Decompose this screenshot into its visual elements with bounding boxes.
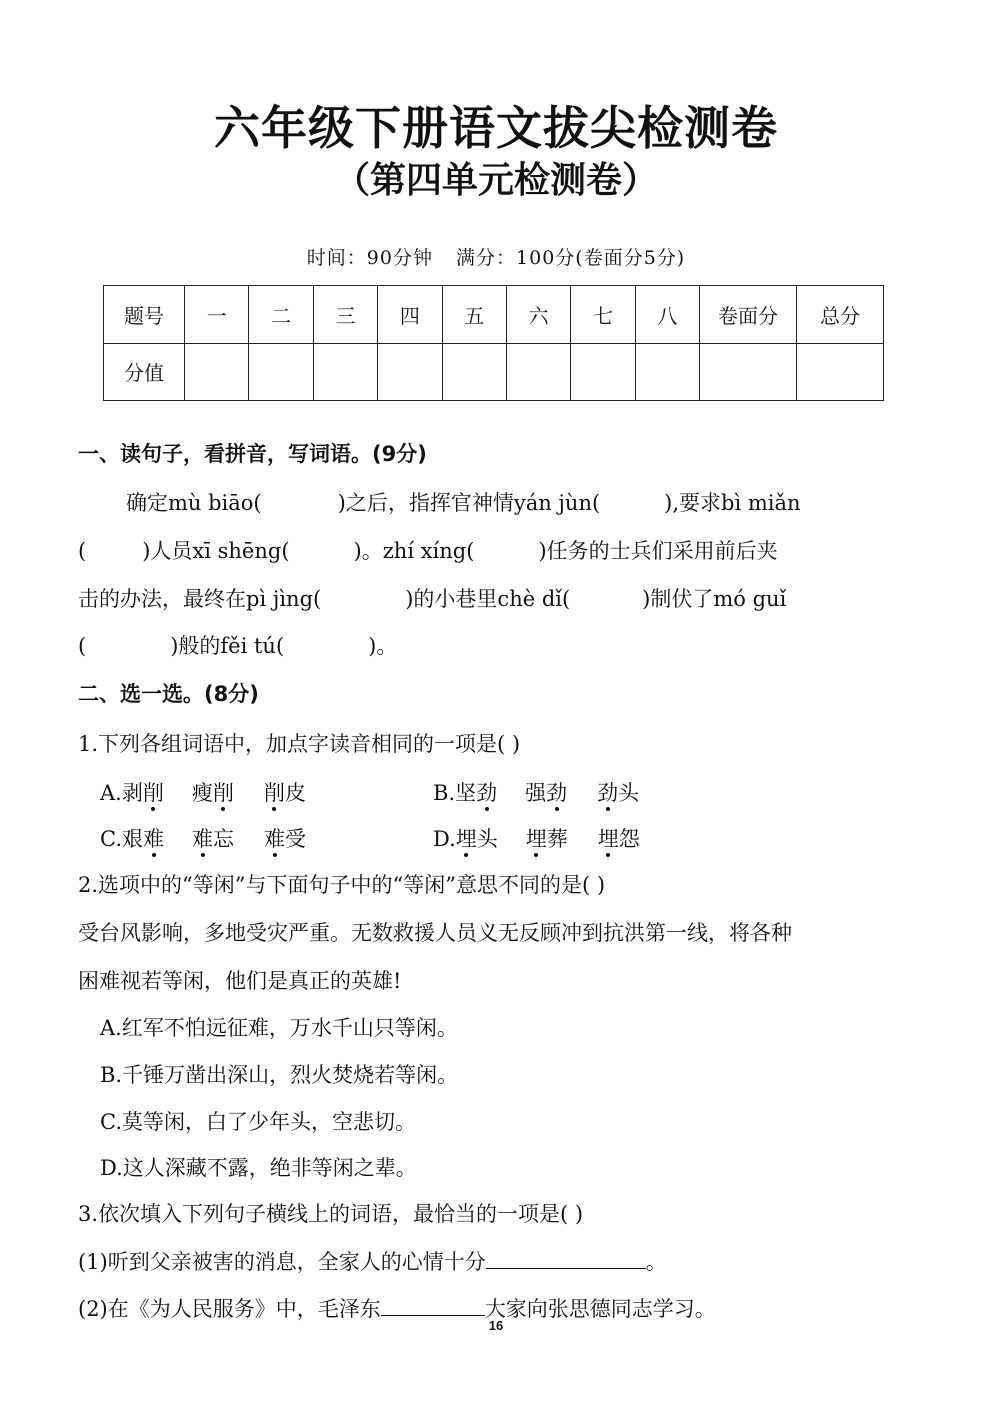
char: 皮 (284, 781, 306, 805)
score-input-cell[interactable] (506, 343, 570, 401)
score-input-cell[interactable] (635, 343, 699, 401)
text: )之后，指挥官神情yán jùn( (337, 491, 601, 515)
score-header-cell: 一 (185, 286, 249, 344)
char: 怨 (618, 827, 640, 851)
dotted-char: 埋 (455, 827, 477, 851)
score-input-cell[interactable] (700, 343, 797, 401)
dotted-char: 削 (263, 781, 285, 805)
option-label: C. (100, 827, 122, 851)
score-header-cell: 题号 (104, 286, 185, 344)
score-input-cell[interactable] (797, 343, 884, 401)
score-header-cell: 七 (571, 286, 635, 344)
score-header-cell: 二 (249, 286, 313, 344)
text: 。 (645, 1250, 667, 1274)
char: 剥 (121, 781, 143, 805)
char: 坚 (455, 781, 477, 805)
dotted-char: 削 (212, 781, 234, 805)
q1-option-a[interactable] (100, 777, 306, 807)
page-number: 16 (488, 1318, 504, 1333)
q1-option-d[interactable] (433, 823, 640, 853)
char: 头 (618, 781, 640, 805)
text: )的小巷里chè dǐ( (405, 587, 571, 611)
text: )般的fěi tú( (170, 634, 285, 658)
question-2: 2.选项中的“等闲”与下面句子中的“等闲”意思不同的是( ) (78, 873, 606, 897)
q1-option-c[interactable] (100, 823, 306, 853)
option-label: A. (100, 781, 122, 805)
q2-option-a[interactable]: A.红军不怕远征难，万水千山只等闲。 (100, 1016, 458, 1040)
score-table-header-row (104, 286, 884, 344)
text: )。 (368, 634, 398, 658)
section1-line3 (78, 583, 786, 613)
dotted-char: 削 (142, 781, 164, 805)
text: 击的办法，最终在pì jìng( (78, 587, 322, 611)
char: 受 (285, 827, 306, 851)
dotted-char: 难 (264, 827, 285, 851)
question-2-passage-line2: 困难视若等闲，他们是真正的英雄! (78, 969, 402, 993)
score-header-cell: 三 (313, 286, 377, 344)
score-header-cell: 总分 (797, 286, 884, 344)
score-input-cell[interactable] (442, 343, 506, 401)
question-2-passage-line1: 受台风影响，多地受灾严重。无数救援人员义无反顾冲到抗洪第一线，将各种 (78, 921, 792, 945)
page-title: 六年级下册语文拔尖检测卷 (214, 101, 778, 155)
section1-line1 (78, 487, 801, 517)
section1-line2 (78, 535, 778, 565)
question-3-item1 (78, 1246, 667, 1276)
option-label: B. (433, 781, 456, 805)
dotted-char: 埋 (597, 827, 619, 851)
text: 大家向张思德同志学习。 (484, 1297, 716, 1321)
score-row-label: 分值 (104, 343, 185, 401)
q2-option-b[interactable]: B.千锤万凿出深山，烈火焚烧若等闲。 (100, 1063, 459, 1087)
text: ( (78, 634, 87, 658)
char: 强 (525, 781, 547, 805)
text: ),要求bì miǎn (664, 491, 801, 515)
full-score-info: 满分：100分(卷面分5分) (456, 247, 686, 269)
text: )任务的士兵们采用前后夹 (538, 539, 778, 563)
score-header-cell: 卷面分 (700, 286, 797, 344)
q2-option-c[interactable]: C.莫等闲，白了少年头，空悲切。 (100, 1110, 416, 1134)
page-subtitle: （第四单元检测卷） (333, 160, 658, 201)
section2-heading: 二、选一选。(8分) (78, 682, 259, 706)
question-3: 3.依次填入下列句子横线上的词语，最恰当的一项是( ) (78, 1202, 584, 1226)
score-input-cell[interactable] (571, 343, 635, 401)
fill-in-line[interactable] (486, 1248, 646, 1269)
char: 瘦 (191, 781, 213, 805)
option-label: D. (433, 827, 456, 851)
score-table-value-row (104, 343, 884, 401)
char: 忘 (213, 827, 234, 851)
score-input-cell[interactable] (313, 343, 377, 401)
char: 葬 (546, 827, 568, 851)
char: 头 (476, 827, 498, 851)
dotted-char: 埋 (525, 827, 547, 851)
score-input-cell[interactable] (249, 343, 313, 401)
score-input-cell[interactable] (378, 343, 442, 401)
fill-in-line[interactable] (381, 1295, 485, 1316)
section1-line4 (78, 630, 397, 660)
text: )制伏了mó guǐ (642, 587, 787, 611)
text: 确定mù biāo( (126, 491, 262, 515)
dotted-char: 难 (143, 827, 164, 851)
score-header-cell: 四 (378, 286, 442, 344)
section1-heading: 一、读句子，看拼音，写词语。(9分) (78, 442, 427, 466)
char: 艰 (122, 827, 143, 851)
text: )人员xī shēng( (142, 539, 290, 563)
exam-meta (0, 243, 992, 270)
text: ( (78, 539, 87, 563)
time-info: 时间：90分钟 (306, 247, 433, 269)
score-header-cell: 五 (442, 286, 506, 344)
q2-option-d[interactable]: D.这人深藏不露，绝非等闲之辈。 (100, 1156, 417, 1180)
score-header-cell: 六 (506, 286, 570, 344)
dotted-char: 劲 (546, 781, 568, 805)
dotted-char: 难 (192, 827, 213, 851)
score-table (103, 285, 884, 401)
dotted-char: 劲 (476, 781, 498, 805)
text: (2)在《为人民服务》中，毛泽东 (78, 1297, 381, 1321)
q1-option-b[interactable] (433, 777, 639, 807)
text: (1)听到父亲被害的消息，全家人的心情十分 (78, 1250, 486, 1274)
question-1: 1.下列各组词语中，加点字读音相同的一项是( ) (78, 732, 521, 756)
score-input-cell[interactable] (185, 343, 249, 401)
dotted-char: 劲 (597, 781, 619, 805)
text: )。zhí xíng( (353, 539, 475, 563)
score-header-cell: 八 (635, 286, 699, 344)
